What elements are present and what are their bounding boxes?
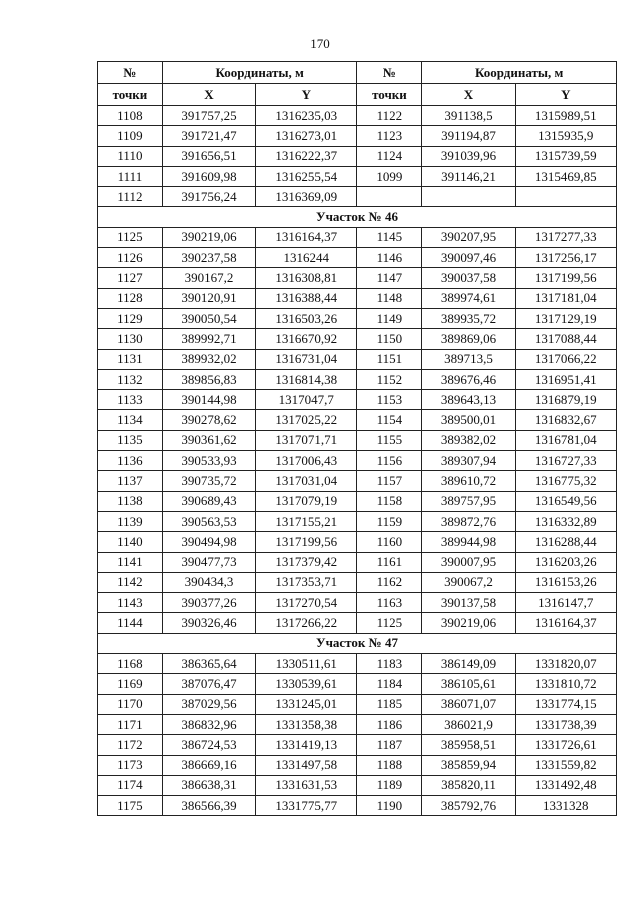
- coordinates-table: [97, 61, 617, 816]
- x-coordinate-left: 389932,02: [162, 349, 255, 369]
- y-coordinate-right: 1331810,72: [515, 674, 616, 694]
- point-number-left: 1126: [98, 248, 163, 268]
- point-number-right: 1153: [357, 390, 422, 410]
- table-row: [98, 288, 617, 308]
- point-number-left: 1175: [98, 796, 163, 816]
- point-number-left: 1136: [98, 451, 163, 471]
- x-coordinate-left: 390434,3: [162, 572, 255, 592]
- table-body: [98, 106, 617, 816]
- header-point-right: точки: [357, 84, 422, 106]
- x-coordinate-right: 389872,76: [422, 511, 515, 531]
- point-number-left: 1174: [98, 775, 163, 795]
- y-coordinate-right: 1316164,37: [515, 613, 616, 633]
- y-coordinate-right: 1316775,32: [515, 471, 616, 491]
- x-coordinate-left: 390361,62: [162, 430, 255, 450]
- table-row: [98, 410, 617, 430]
- table-row: [98, 572, 617, 592]
- header-y-left: Y: [256, 84, 357, 106]
- y-coordinate-right: [515, 187, 616, 207]
- y-coordinate-right: 1331328: [515, 796, 616, 816]
- y-coordinate-left: 1317155,21: [256, 511, 357, 531]
- point-number-left: 1141: [98, 552, 163, 572]
- header-point-left: точки: [98, 84, 163, 106]
- x-coordinate-left: 390689,43: [162, 491, 255, 511]
- x-coordinate-left: 390494,98: [162, 532, 255, 552]
- x-coordinate-left: 390278,62: [162, 410, 255, 430]
- table-row: [98, 187, 617, 207]
- x-coordinate-right: 389935,72: [422, 308, 515, 328]
- header-coords-right: Координаты, м: [422, 62, 617, 84]
- y-coordinate-right: 1316951,41: [515, 369, 616, 389]
- point-number-right: 1155: [357, 430, 422, 450]
- y-coordinate-right: 1317181,04: [515, 288, 616, 308]
- point-number-left: 1138: [98, 491, 163, 511]
- y-coordinate-right: 1315935,9: [515, 126, 616, 146]
- y-coordinate-right: 1315469,85: [515, 166, 616, 186]
- x-coordinate-left: 391609,98: [162, 166, 255, 186]
- point-number-left: 1172: [98, 735, 163, 755]
- table-row: [98, 552, 617, 572]
- point-number-right: 1123: [357, 126, 422, 146]
- point-number-right: 1160: [357, 532, 422, 552]
- table-row: [98, 329, 617, 349]
- table-row: [98, 451, 617, 471]
- y-coordinate-right: 1317256,17: [515, 248, 616, 268]
- point-number-right: 1147: [357, 268, 422, 288]
- x-coordinate-right: 389944,98: [422, 532, 515, 552]
- y-coordinate-right: 1316203,26: [515, 552, 616, 572]
- point-number-left: 1173: [98, 755, 163, 775]
- x-coordinate-left: 387029,56: [162, 694, 255, 714]
- y-coordinate-left: 1316503,26: [256, 308, 357, 328]
- x-coordinate-right: 391146,21: [422, 166, 515, 186]
- y-coordinate-right: 1316727,33: [515, 451, 616, 471]
- x-coordinate-right: 389869,06: [422, 329, 515, 349]
- y-coordinate-left: 1316244: [256, 248, 357, 268]
- table-row: [98, 654, 617, 674]
- x-coordinate-left: 386669,16: [162, 755, 255, 775]
- point-number-left: 1171: [98, 714, 163, 734]
- table-row: [98, 796, 617, 816]
- section-title: Участок № 46: [98, 207, 617, 227]
- point-number-right: 1184: [357, 674, 422, 694]
- x-coordinate-left: 390477,73: [162, 552, 255, 572]
- table-row: [98, 308, 617, 328]
- section-title: Участок № 47: [98, 633, 617, 653]
- point-number-right: 1125: [357, 613, 422, 633]
- y-coordinate-left: 1316222,37: [256, 146, 357, 166]
- x-coordinate-right: 386105,61: [422, 674, 515, 694]
- point-number-right: 1145: [357, 227, 422, 247]
- x-coordinate-left: 390377,26: [162, 593, 255, 613]
- y-coordinate-right: 1316288,44: [515, 532, 616, 552]
- x-coordinate-left: 390326,46: [162, 613, 255, 633]
- x-coordinate-left: 390144,98: [162, 390, 255, 410]
- x-coordinate-right: 386149,09: [422, 654, 515, 674]
- x-coordinate-left: 390050,54: [162, 308, 255, 328]
- point-number-right: 1124: [357, 146, 422, 166]
- table-row: [98, 268, 617, 288]
- x-coordinate-right: 385792,76: [422, 796, 515, 816]
- point-number-left: 1143: [98, 593, 163, 613]
- y-coordinate-left: 1317071,71: [256, 430, 357, 450]
- table-row: [98, 775, 617, 795]
- y-coordinate-right: 1317066,22: [515, 349, 616, 369]
- y-coordinate-right: 1316832,67: [515, 410, 616, 430]
- x-coordinate-right: 390067,2: [422, 572, 515, 592]
- y-coordinate-right: 1331738,39: [515, 714, 616, 734]
- y-coordinate-left: 1331497,58: [256, 755, 357, 775]
- y-coordinate-left: 1316255,54: [256, 166, 357, 186]
- y-coordinate-left: 1317025,22: [256, 410, 357, 430]
- point-number-left: 1168: [98, 654, 163, 674]
- point-number-left: 1137: [98, 471, 163, 491]
- x-coordinate-left: 391757,25: [162, 106, 255, 126]
- y-coordinate-left: 1316308,81: [256, 268, 357, 288]
- y-coordinate-left: 1316235,03: [256, 106, 357, 126]
- point-number-left: 1170: [98, 694, 163, 714]
- x-coordinate-right: 389757,95: [422, 491, 515, 511]
- y-coordinate-right: 1317129,19: [515, 308, 616, 328]
- y-coordinate-left: 1316731,04: [256, 349, 357, 369]
- y-coordinate-left: 1317199,56: [256, 532, 357, 552]
- y-coordinate-left: 1316369,09: [256, 187, 357, 207]
- table-row: [98, 593, 617, 613]
- point-number-right: 1161: [357, 552, 422, 572]
- y-coordinate-right: 1331726,61: [515, 735, 616, 755]
- x-coordinate-left: 386566,39: [162, 796, 255, 816]
- point-number-right: [357, 187, 422, 207]
- table-row: [98, 390, 617, 410]
- x-coordinate-right: 389500,01: [422, 410, 515, 430]
- x-coordinate-right: 386021,9: [422, 714, 515, 734]
- table-row: [98, 694, 617, 714]
- point-number-right: 1158: [357, 491, 422, 511]
- x-coordinate-left: 390167,2: [162, 268, 255, 288]
- point-number-right: 1162: [357, 572, 422, 592]
- point-number-left: 1125: [98, 227, 163, 247]
- x-coordinate-left: 390533,93: [162, 451, 255, 471]
- table-header: [98, 62, 617, 106]
- y-coordinate-left: 1317379,42: [256, 552, 357, 572]
- x-coordinate-left: 391721,47: [162, 126, 255, 146]
- page-number: 170: [310, 36, 330, 51]
- table-row: [98, 106, 617, 126]
- point-number-right: 1183: [357, 654, 422, 674]
- x-coordinate-right: 389713,5: [422, 349, 515, 369]
- y-coordinate-right: 1316781,04: [515, 430, 616, 450]
- x-coordinate-left: 386638,31: [162, 775, 255, 795]
- x-coordinate-right: 389610,72: [422, 471, 515, 491]
- x-coordinate-left: 386365,64: [162, 654, 255, 674]
- point-number-left: 1128: [98, 288, 163, 308]
- x-coordinate-right: 389974,61: [422, 288, 515, 308]
- table-row: [98, 146, 617, 166]
- y-coordinate-right: 1316332,89: [515, 511, 616, 531]
- point-number-left: 1132: [98, 369, 163, 389]
- x-coordinate-left: 390219,06: [162, 227, 255, 247]
- x-coordinate-left: 390237,58: [162, 248, 255, 268]
- x-coordinate-right: 389643,13: [422, 390, 515, 410]
- header-x-left: X: [162, 84, 255, 106]
- y-coordinate-left: 1316814,38: [256, 369, 357, 389]
- x-coordinate-right: 390207,95: [422, 227, 515, 247]
- y-coordinate-left: 1331775,77: [256, 796, 357, 816]
- point-number-right: 1152: [357, 369, 422, 389]
- x-coordinate-right: 390007,95: [422, 552, 515, 572]
- y-coordinate-left: 1316388,44: [256, 288, 357, 308]
- y-coordinate-right: 1331820,07: [515, 654, 616, 674]
- point-number-left: 1109: [98, 126, 163, 146]
- x-coordinate-left: 386724,53: [162, 735, 255, 755]
- table-row: [98, 532, 617, 552]
- y-coordinate-left: 1331419,13: [256, 735, 357, 755]
- x-coordinate-left: 390120,91: [162, 288, 255, 308]
- y-coordinate-left: 1317266,22: [256, 613, 357, 633]
- point-number-right: 1151: [357, 349, 422, 369]
- x-coordinate-right: 391039,96: [422, 146, 515, 166]
- point-number-left: 1129: [98, 308, 163, 328]
- point-number-right: 1188: [357, 755, 422, 775]
- y-coordinate-right: 1317088,44: [515, 329, 616, 349]
- y-coordinate-right: 1315739,59: [515, 146, 616, 166]
- header-num-right: №: [357, 62, 422, 84]
- y-coordinate-right: 1317199,56: [515, 268, 616, 288]
- point-number-right: 1149: [357, 308, 422, 328]
- header-x-right: X: [422, 84, 515, 106]
- x-coordinate-left: 386832,96: [162, 714, 255, 734]
- table-row: [98, 227, 617, 247]
- x-coordinate-right: 391194,87: [422, 126, 515, 146]
- point-number-right: 1154: [357, 410, 422, 430]
- y-coordinate-right: 1331492,48: [515, 775, 616, 795]
- point-number-left: 1111: [98, 166, 163, 186]
- point-number-right: 1157: [357, 471, 422, 491]
- y-coordinate-right: 1331774,15: [515, 694, 616, 714]
- section-row: [98, 207, 617, 227]
- y-coordinate-right: 1331559,82: [515, 755, 616, 775]
- y-coordinate-right: 1315989,51: [515, 106, 616, 126]
- x-coordinate-left: 390735,72: [162, 471, 255, 491]
- point-number-left: 1127: [98, 268, 163, 288]
- y-coordinate-right: 1316153,26: [515, 572, 616, 592]
- table-row: [98, 349, 617, 369]
- header-num-left: №: [98, 62, 163, 84]
- x-coordinate-right: 391138,5: [422, 106, 515, 126]
- point-number-left: 1140: [98, 532, 163, 552]
- y-coordinate-left: 1317079,19: [256, 491, 357, 511]
- point-number-left: 1135: [98, 430, 163, 450]
- point-number-right: 1159: [357, 511, 422, 531]
- point-number-right: 1148: [357, 288, 422, 308]
- table-row: [98, 511, 617, 531]
- point-number-left: 1108: [98, 106, 163, 126]
- point-number-right: 1186: [357, 714, 422, 734]
- x-coordinate-right: 386071,07: [422, 694, 515, 714]
- header-y-right: Y: [515, 84, 616, 106]
- x-coordinate-left: 391656,51: [162, 146, 255, 166]
- point-number-right: 1187: [357, 735, 422, 755]
- header-coords-left: Координаты, м: [162, 62, 357, 84]
- y-coordinate-left: 1317353,71: [256, 572, 357, 592]
- x-coordinate-right: 389676,46: [422, 369, 515, 389]
- x-coordinate-right: 385958,51: [422, 735, 515, 755]
- point-number-left: 1112: [98, 187, 163, 207]
- x-coordinate-left: 389856,83: [162, 369, 255, 389]
- point-number-right: 1099: [357, 166, 422, 186]
- point-number-left: 1130: [98, 329, 163, 349]
- point-number-left: 1134: [98, 410, 163, 430]
- table-row: [98, 430, 617, 450]
- point-number-right: 1156: [357, 451, 422, 471]
- y-coordinate-right: 1316147,7: [515, 593, 616, 613]
- point-number-right: 1150: [357, 329, 422, 349]
- y-coordinate-left: 1316273,01: [256, 126, 357, 146]
- point-number-left: 1139: [98, 511, 163, 531]
- y-coordinate-right: 1316879,19: [515, 390, 616, 410]
- table-row: [98, 126, 617, 146]
- table-row: [98, 735, 617, 755]
- table-row: [98, 674, 617, 694]
- point-number-right: 1190: [357, 796, 422, 816]
- x-coordinate-right: 389382,02: [422, 430, 515, 450]
- table-row: [98, 166, 617, 186]
- y-coordinate-left: 1317047,7: [256, 390, 357, 410]
- point-number-left: 1144: [98, 613, 163, 633]
- x-coordinate-right: 390097,46: [422, 248, 515, 268]
- point-number-left: 1169: [98, 674, 163, 694]
- y-coordinate-left: 1317006,43: [256, 451, 357, 471]
- table-row: [98, 471, 617, 491]
- section-row: [98, 633, 617, 653]
- x-coordinate-right: 390137,58: [422, 593, 515, 613]
- table-row: [98, 755, 617, 775]
- point-number-left: 1133: [98, 390, 163, 410]
- x-coordinate-right: 385820,11: [422, 775, 515, 795]
- point-number-right: 1146: [357, 248, 422, 268]
- y-coordinate-left: 1316164,37: [256, 227, 357, 247]
- y-coordinate-left: 1331631,53: [256, 775, 357, 795]
- point-number-left: 1131: [98, 349, 163, 369]
- y-coordinate-left: 1317270,54: [256, 593, 357, 613]
- x-coordinate-left: 391756,24: [162, 187, 255, 207]
- x-coordinate-right: 390219,06: [422, 613, 515, 633]
- y-coordinate-left: 1330511,61: [256, 654, 357, 674]
- x-coordinate-left: 389992,71: [162, 329, 255, 349]
- point-number-left: 1142: [98, 572, 163, 592]
- x-coordinate-right: 389307,94: [422, 451, 515, 471]
- table-row: [98, 369, 617, 389]
- point-number-right: 1185: [357, 694, 422, 714]
- x-coordinate-left: 390563,53: [162, 511, 255, 531]
- y-coordinate-left: 1330539,61: [256, 674, 357, 694]
- x-coordinate-right: 385859,94: [422, 755, 515, 775]
- y-coordinate-left: 1331245,01: [256, 694, 357, 714]
- table-row: [98, 248, 617, 268]
- y-coordinate-left: 1316670,92: [256, 329, 357, 349]
- point-number-left: 1110: [98, 146, 163, 166]
- y-coordinate-left: 1331358,38: [256, 714, 357, 734]
- x-coordinate-left: 387076,47: [162, 674, 255, 694]
- point-number-right: 1163: [357, 593, 422, 613]
- table-row: [98, 714, 617, 734]
- y-coordinate-right: 1317277,33: [515, 227, 616, 247]
- y-coordinate-right: 1316549,56: [515, 491, 616, 511]
- x-coordinate-right: [422, 187, 515, 207]
- table-row: [98, 613, 617, 633]
- point-number-right: 1189: [357, 775, 422, 795]
- x-coordinate-right: 390037,58: [422, 268, 515, 288]
- table-row: [98, 491, 617, 511]
- y-coordinate-left: 1317031,04: [256, 471, 357, 491]
- point-number-right: 1122: [357, 106, 422, 126]
